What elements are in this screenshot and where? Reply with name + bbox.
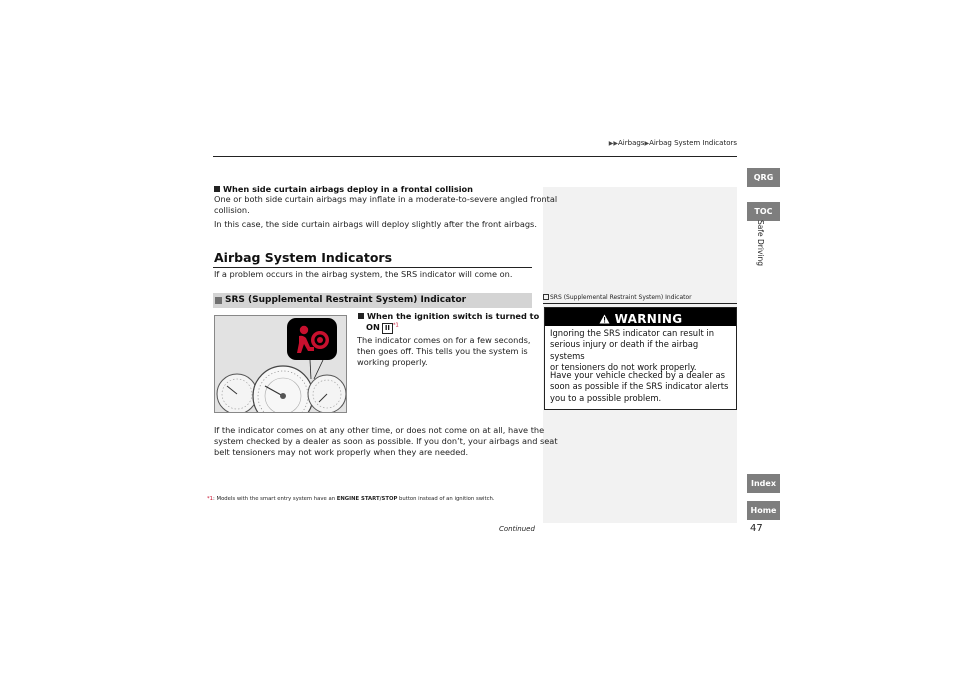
header-rule [213, 156, 737, 157]
sidebar-ref-rule [543, 303, 737, 304]
breadcrumb-current: Airbag System Indicators [649, 139, 737, 147]
warning-triangle-icon [599, 314, 610, 324]
home-button[interactable]: Home [747, 501, 780, 520]
arrow-icon: ▶ [644, 140, 650, 147]
double-arrow-icon: ▶▶ [608, 140, 619, 147]
ignition-on-line: ON II $^{*1}$ [366, 322, 399, 332]
section-title: Airbag System Indicators [214, 250, 393, 265]
page-number: 47 [750, 523, 763, 534]
indicators-intro: If a problem occurs in the airbag system, the SRS indicator will come on. [214, 269, 513, 279]
side-curtain-para1: One or both side curtain airbags may inflate in a moderate-to-severe angled frontal collision. [214, 194, 558, 215]
section-square-icon [215, 297, 222, 304]
qrg-button[interactable]: QRG [747, 168, 780, 187]
square-bullet-icon [358, 313, 364, 319]
square-bullet-icon [214, 186, 220, 192]
instrument-cluster-image [214, 315, 347, 413]
footnote-ref[interactable]: *1 [393, 322, 399, 329]
index-button[interactable]: Index [747, 474, 780, 493]
instrument-cluster-drawing [215, 316, 347, 413]
breadcrumb [609, 139, 737, 147]
srs-section-title: SRS (Supplemental Restraint System) Indicator [225, 295, 467, 305]
ignition-heading: When the ignition switch is turned to [358, 311, 539, 321]
breadcrumb-airbags[interactable]: Airbags [618, 139, 645, 147]
chapter-label: Safe Driving [756, 220, 765, 266]
toc-button[interactable]: TOC [747, 202, 780, 221]
side-curtain-para2: In this case, the side curtain airbags will deploy slightly after the front airbags. [214, 219, 537, 229]
continued-label: Continued [499, 525, 535, 533]
side-curtain-heading: When side curtain airbags deploy in a frontal collision [214, 184, 473, 194]
indicator-warning-paragraph: If the indicator comes on at any other time, or does not come on at all, have the system checked by a dealer as soon as possible. If you don’t, your airbags and seat belt tensioners may not work properly when they are needed. [214, 425, 558, 457]
footnote: *1: Models with the smart entry system have an ENGINE START/STOP button instead of an ignition switch. [207, 496, 495, 502]
sidebar-ref-label: SRS (Supplemental Restraint System) Indicator [543, 294, 692, 301]
srs-section-bar [213, 293, 532, 308]
warning-header [545, 308, 736, 326]
warning-box [544, 307, 737, 410]
title-rule [213, 267, 532, 268]
reference-icon [543, 294, 549, 300]
warning-text-1: Ignoring the SRS indicator can result in serious injury or death if the airbag systems or tensioners do not work properly. [550, 328, 715, 372]
warning-text-2: Have your vehicle checked by a dealer as soon as possible if the SRS indicator alerts you to a possible problem. [550, 370, 729, 403]
ignition-mode-icon: II [382, 323, 393, 334]
warning-title: WARNING [614, 312, 683, 326]
indicator-description: The indicator comes on for a few seconds, then goes off. This tells you the system is working properly. [357, 335, 531, 367]
